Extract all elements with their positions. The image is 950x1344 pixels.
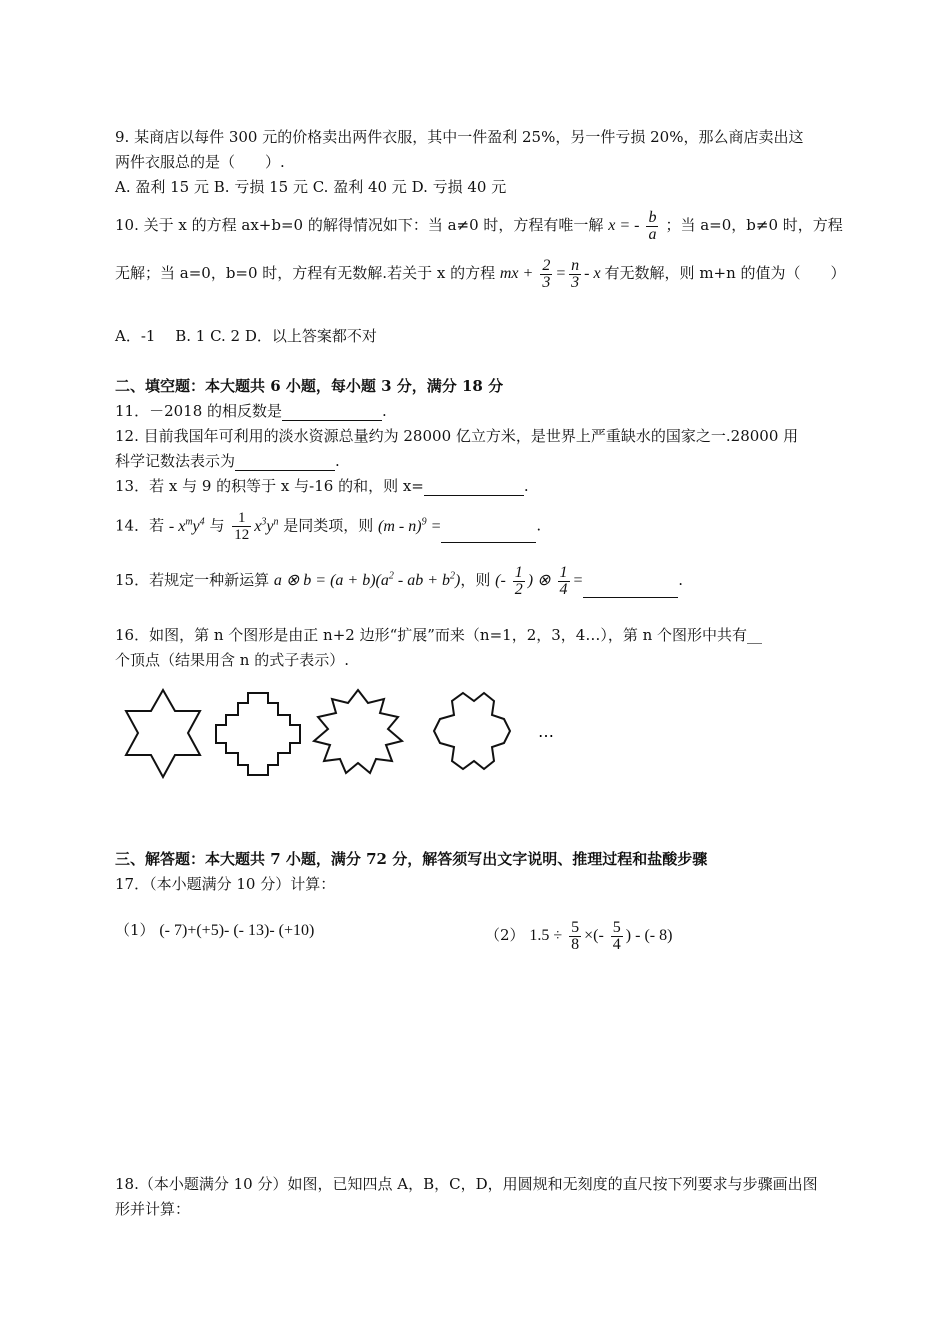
- section3-heading: 三、解答题：本大题共 7 小题，满分 72 分，解答须写出文字说明、推理过程和盐酸步骤: [115, 850, 708, 868]
- q12-text: 科学记数法表示为: [115, 452, 236, 470]
- ellipsis: …: [538, 722, 554, 741]
- figure-3-pentagon-expansion: [314, 690, 402, 773]
- period: .: [536, 516, 542, 535]
- q9-line2: 两件衣服总的是（ ）.: [115, 153, 285, 171]
- period: .: [382, 402, 387, 420]
- q10-text2: 无解；当 a=0，b=0 时，方程有无数解.若关于 x 的方程: [115, 264, 496, 283]
- fraction-1-2: $\frac{1}{2}$: [514, 564, 523, 598]
- q10-options: A．-1 B. 1 C. 2 D．以上答案都不对: [115, 327, 377, 345]
- q18-line2: 形并计算：: [115, 1200, 191, 1218]
- fraction-1-12: $\frac{1}{12}$: [234, 510, 250, 543]
- q11: [115, 401, 387, 421]
- answer-blank: [282, 420, 382, 421]
- q10-text-mid: ；当 a=0，b≠0 时，方程: [665, 216, 843, 235]
- figure-1-star: [126, 690, 200, 777]
- q11-text: 11．－2018 的相反数是: [115, 402, 283, 420]
- answer-blank: [235, 470, 335, 471]
- q14-term2: $x^3y^n$: [254, 516, 279, 535]
- q12-line2: [115, 451, 340, 471]
- q14-mid: 与: [209, 516, 225, 535]
- answer-blank: [583, 597, 678, 598]
- figure-2-cross: [216, 693, 300, 775]
- q15-then: ，则: [460, 571, 491, 590]
- q16-line2: 个顶点（结果用含 n 的式子表示）.: [115, 651, 349, 669]
- q14-term1: - $x^my^4$: [168, 516, 205, 535]
- q15: [115, 565, 683, 598]
- q10-solution: x = - $\frac{b}{a}$: [608, 209, 657, 243]
- q9-options: A. 盈利 15 元 B. 亏损 15 元 C. 盈利 40 元 D. 亏损 40 元: [115, 178, 507, 196]
- q16-line1: 16．如图，第 n 个图形是由正 n+2 边形“扩展”而来（n=1，2，3，4…），第 n 个图形中共有__: [115, 626, 763, 644]
- q12-line1: 12. 目前我国年可利用的淡水资源总量约为 28000 亿立方米，是世界上严重缺水的国家之一.28000 用: [115, 427, 799, 445]
- q15-text: 15．若规定一种新运算: [115, 571, 270, 590]
- q17: 17．（本小题满分 10 分）计算：: [115, 875, 336, 893]
- q14-expr: (m - n)$^9$ =: [378, 516, 442, 535]
- q17-2-expression: 1.5 ÷ $\frac{5}{8}$ ×(- $\frac{5}{4}$ ) - (- 8): [529, 919, 673, 953]
- answer-blank: [441, 542, 536, 543]
- q16-figures: [118, 685, 568, 789]
- fraction-2-3: $\frac{2}{3}$: [542, 257, 551, 291]
- fraction-b-over-a: $\frac{b}{a}$: [648, 209, 657, 243]
- figure-4-hexagon-expansion: [434, 693, 510, 769]
- q13-text: 13．若 x 与 9 的积等于 x 与-16 的和，则 x=: [115, 477, 424, 495]
- q14: [115, 510, 541, 543]
- fraction-1-4: $\frac{1}{4}$: [559, 564, 568, 598]
- period: .: [335, 452, 340, 470]
- q18-line1: 18.（本小题满分 10 分）如图，已知四点 A，B，C，D，用圆规和无刻度的直尺按下列要求与步骤画出图: [115, 1175, 818, 1193]
- q15-expr: (- $\frac{1}{2}$ ) ⊗ $\frac{1}{4}$ =: [495, 564, 584, 598]
- q10-text: 10. 关于 x 的方程 ax+b=0 的解得情况如下：当 a≠0 时，方程有唯一解: [115, 216, 604, 235]
- fraction-n-3: $\frac{n}{3}$: [571, 257, 580, 291]
- q14-text: 14．若: [115, 516, 165, 535]
- section2-heading: 二、填空题：本大题共 6 小题，每小题 3 分，满分 18 分: [115, 377, 504, 395]
- q17-part1: [115, 920, 314, 941]
- q10-line1: [115, 210, 843, 243]
- q17-2-label: （2）: [485, 926, 525, 945]
- q17-1-expression: (- 7)+(+5)- (- 13)- (+10): [159, 922, 315, 939]
- q17-1-label: （1）: [115, 921, 155, 939]
- q15-definition: a ⊗ $b = (a + b)(a^2$ - ab + $b^2$): [273, 570, 461, 590]
- q9-line1: 9. 某商店以每件 300 元的价格卖出两件衣服，其中一件盈利 25%，另一件亏损 20%，那么商店卖出这: [115, 128, 804, 146]
- period: .: [523, 477, 529, 495]
- figure-sequence: [118, 685, 568, 785]
- answer-blank: [424, 495, 524, 496]
- q14-end: 是同类项，则: [283, 516, 374, 535]
- q10-equation: mx + $\frac{2}{3}$ = $\frac{n}{3}$ - x: [499, 257, 605, 291]
- period: .: [678, 571, 684, 590]
- q13: [115, 476, 529, 496]
- q10-text2-end: 有无数解，则 m+n 的值为（ ）: [604, 264, 846, 283]
- q17-part2: [485, 920, 672, 953]
- q10-line2: [115, 258, 846, 291]
